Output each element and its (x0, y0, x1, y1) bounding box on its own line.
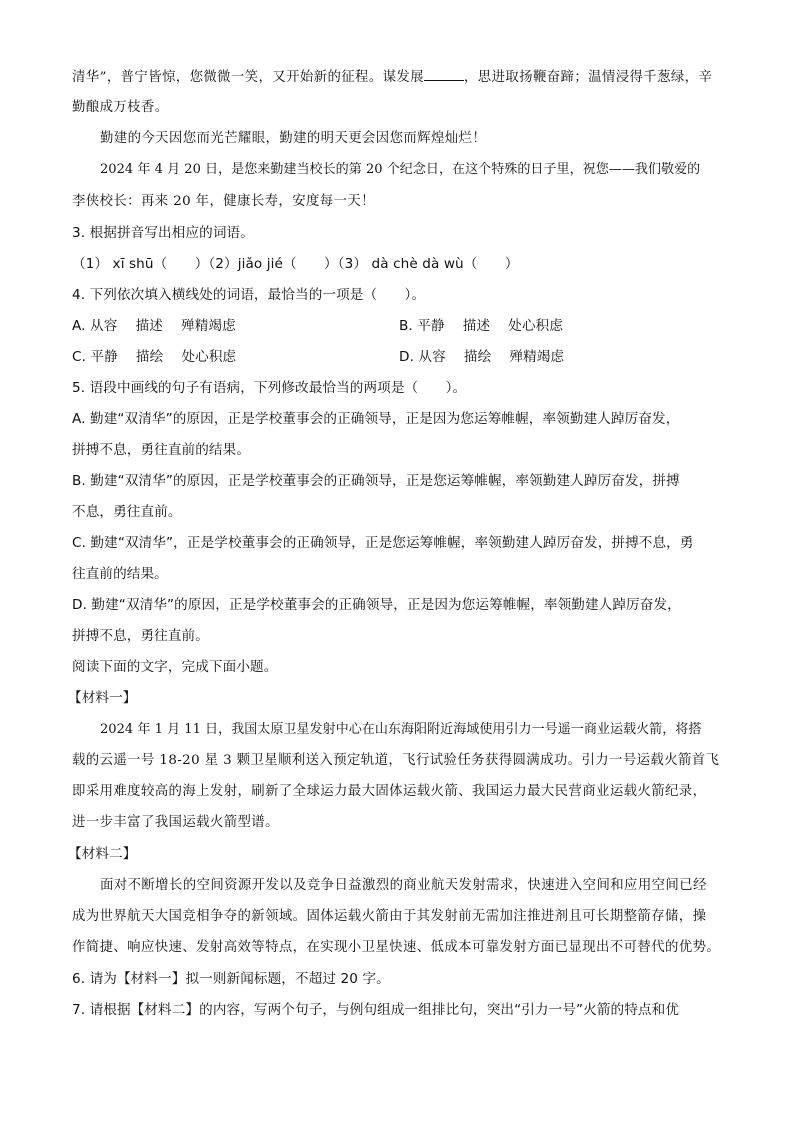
material-1-line-4: 进一步丰富了我国运载火箭型谱。 (72, 815, 279, 830)
question-5-option-b-line-2: 不息，勇往直前。 (72, 504, 182, 520)
question-5-option-c-line-2: 往直前的结果。 (72, 566, 168, 582)
question-4-option-b: B. 平静 描述 处心积虑 (399, 318, 564, 334)
question-4-stem: 4. 下列依次填入横线处的词语，最恰当的一项是（ ）。 (72, 287, 426, 303)
passage-line-5: 李侠校长：再来 20 年，健康长寿，安度每一天！ (72, 194, 375, 209)
passage-line-4: 2024 年 4 月 20 日，是您来勤建当校长的第 20 个纪念日，在这个特殊的日子里，祝您——我们敬爱的 (100, 162, 701, 177)
question-6: 6. 请为【材料一】拟一则新闻标题，不超过 20 字。 (72, 971, 390, 987)
reading-intro: 阅读下面的文字，完成下面小题。 (72, 659, 278, 675)
question-5-option-a-line-1: A. 勤建“双清华”的原因，正是学校董事会的正确领导，正是因为您运筹帷幄，率领勤建人踔厉奋发， (72, 411, 680, 427)
material-2-line-3: 作简捷、响应快速、发射高效等特点，在实现小卫星快速、低成本可靠发射方面已显现出不可替代的优势。 (72, 940, 721, 955)
material-1-line-1: 2024 年 1 月 11 日，我国太原卫星发射中心在山东海阳附近海域使用引力一号遥一商业运载火箭，将搭 (100, 722, 702, 737)
question-5-stem: 5. 语段中画线的句子有语病，下列修改最恰当的两项是（ ）。 (72, 380, 467, 396)
question-4-option-a: A. 从容 描述 殚精竭虑 (72, 318, 236, 334)
question-3-items: （1） xī shū（ ）（2）jiǎo jié（ ）（3） dà chè dà wù（ ） (72, 256, 519, 272)
question-5-option-d-line-2: 拼搏不息，勇往直前。 (72, 628, 209, 644)
passage-line-2: 勤酿成万枝香。 (72, 100, 169, 115)
question-5-option-b-line-1: B. 勤建“双清华”的原因，正是学校董事会的正确领导，正是您运筹帷幄，率领勤建人踔厉奋发，拼搏 (72, 473, 680, 489)
material-2-heading: 【材料二】 (68, 846, 137, 862)
question-5-option-a-line-2: 拼搏不息，勇往直前的结果。 (72, 442, 251, 458)
material-2-line-1: 面对不断增长的空间资源开发以及竞争日益激烈的商业航天发射需求，快速进入空间和应用空间已经 (100, 878, 707, 893)
passage-line-3: 勤建的今天因您而光芒耀眼，勤建的明天更会因您而辉煌灿烂！ (100, 131, 487, 146)
question-7: 7. 请根据【材料二】的内容，写两个句子，与例句组成一组排比句，突出“引力一号”火箭的特点和优 (72, 1002, 680, 1018)
material-1-line-3: 即采用难度较高的海上发射，刷新了全球运力最大固体运载火箭、我国运力最大民营商业运载火箭纪录， (72, 784, 707, 799)
question-5-option-d-line-1: D. 勤建“双清华”的原因，正是学校董事会的正确领导，正是因为您运筹帷幄，率领勤建人踔厉奋发， (72, 597, 681, 613)
fill-blank (424, 66, 464, 81)
question-3-stem: 3. 根据拼音写出相应的词语。 (72, 225, 254, 241)
passage-line-1: 清华”，普宁皆惊，您微微一笑，又开始新的征程。谋发展 ，思进取扬鞭奋蹄；温情浸得千葱绿，辛 (72, 66, 712, 88)
material-1-line-2: 载的云遥一号 18-20 星 3 颗卫星顺利送入预定轨道，飞行试验任务获得圆满成功。引力一号运载火箭首飞 (72, 753, 720, 768)
material-2-line-2: 成为世界航天大国竞相争夺的新领域。固体运载火箭由于其发射前无需加注推进剂且可长期整箭存储，操 (72, 909, 707, 924)
question-4-option-d: D. 从容 描绘 殚精竭虑 (399, 349, 565, 365)
question-4-option-c: C. 平静 描绘 处心积虑 (72, 349, 237, 365)
question-5-option-c-line-1: C. 勤建“双清华”，正是学校董事会的正确领导，正是您运筹帷幄，率领勤建人踔厉奋发，拼搏不息，勇 (72, 535, 694, 551)
material-1-heading: 【材料一】 (68, 690, 137, 706)
